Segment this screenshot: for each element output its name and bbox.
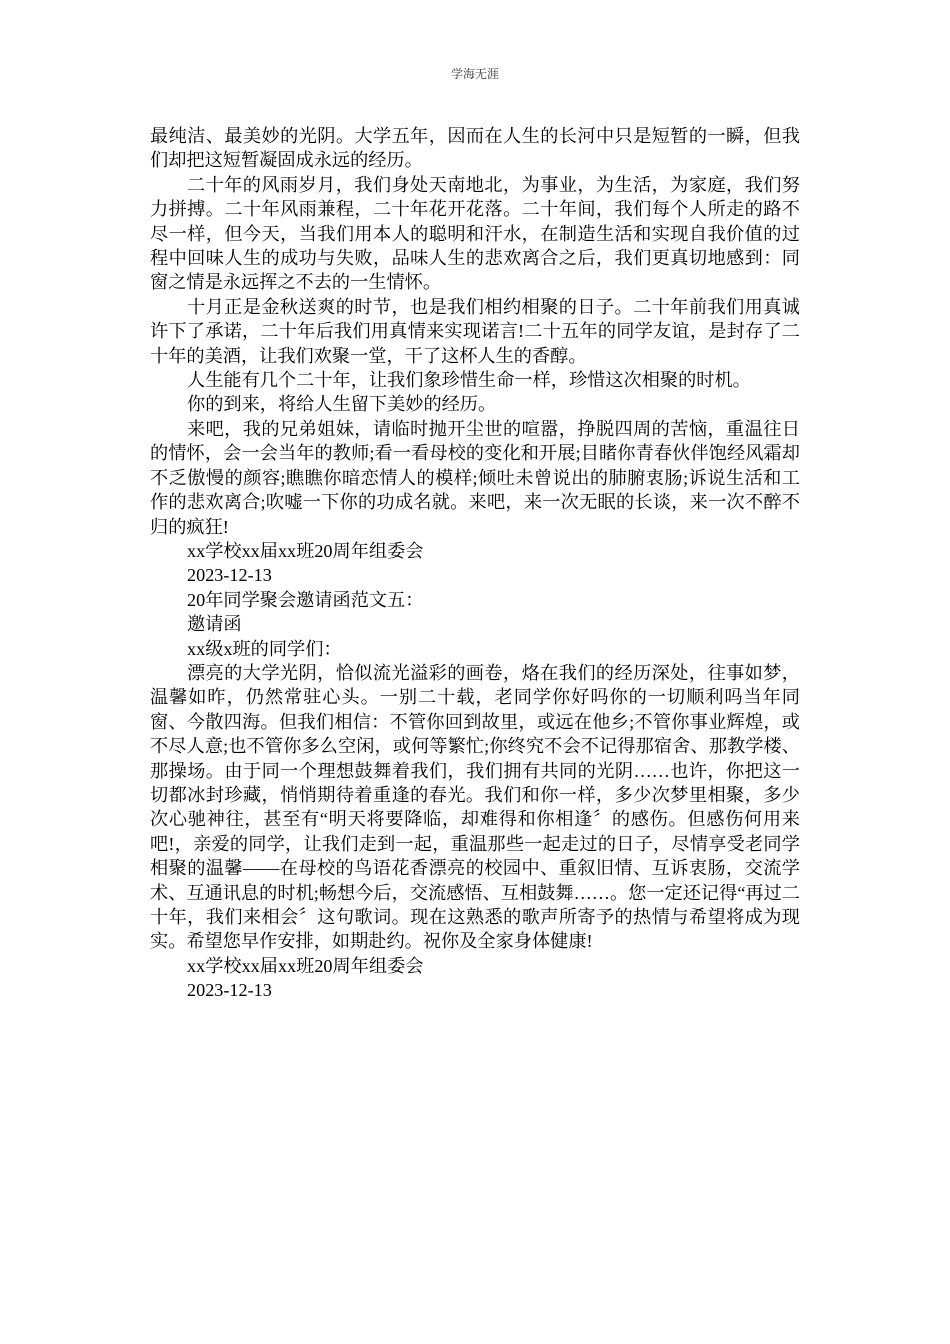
paragraph-your-arrival: 你的到来，将给人生留下美妙的经历。 <box>187 394 497 415</box>
letter-title: 邀请函 <box>187 614 242 635</box>
signature-date: 2023-12-13 <box>187 565 272 586</box>
letter-salutation: xx级x班的同学们： <box>187 638 342 659</box>
paragraph-twenty-years: 二十年的风雨岁月，我们身处天南地北，为事业，为生活，为家庭，我们努力拼搏。二十年风雨兼程，二十年花开花落。二十年间，我们每个人所走的路不尽一样，但今天，当我们用本人的聪明和汗水，在制造生活和实现自我价值的过程中回味人生的成功与失败，品味人生的悲欢离合之后，我们更真切地感到：同窗之情是永远挥之不去的一生情怀。 <box>150 174 800 293</box>
paragraph-cherish: 人生能有几个二十年，让我们象珍惜生命一样，珍惜这次相聚的时机。 <box>187 370 751 391</box>
signature-committee: xx学校xx届xx班20周年组委会 <box>187 540 424 561</box>
paragraph-come-siblings: 来吧，我的兄弟姐妹，请临时抛开尘世的喧嚣，挣脱四周的苦恼，重温往日的情怀，会一会当年的教师;看一看母校的变化和开展;目睹你青春伙伴饱经风霜却不乏傲慢的颜容;瞧瞧你暗恋情人的模样;倾吐未曾说出的肺腑衷肠;诉说生活和工作的悲欢离合;吹嘘一下你的功成名就。来吧，来一次无眠的长谈，来一次不醉不归的疯狂! <box>150 418 800 537</box>
document-body <box>150 124 800 1003</box>
signature-date-2: 2023-12-13 <box>187 980 272 1001</box>
signature-committee-2: xx学校xx届xx班20周年组委会 <box>187 955 424 976</box>
paragraph-continuation: 最纯洁、最美妙的光阴。大学五年，因而在人生的长河中只是短暂的一瞬，但我们却把这短暂凝固成永远的经历。 <box>150 126 800 171</box>
page-header: 学海无涯 <box>450 67 499 81</box>
section-heading: 20年同学聚会邀请函范文五： <box>187 589 424 610</box>
paragraph-october: 十月正是金秋送爽的时节，也是我们相约相聚的日子。二十年前我们用真诚许下了承诺，二十年后我们用真情来实现诺言!二十五年的同学友谊，是封存了二十年的美酒，让我们欢聚一堂，干了这杯人生的香醇。 <box>150 296 800 366</box>
paragraph-university-days: 漂亮的大学光阴，恰似流光溢彩的画卷，烙在我们的经历深处，往事如梦，温馨如昨，仍然常驻心头。一别二十载，老同学你好吗你的一切顺利吗当年同窗、今散四海。但我们相信：不管你回到故里，或远在他乡;不管你事业辉煌，或不尽人意;也不管你多么空闲，或何等繁忙;你终究不会不记得那宿舍、那教学楼、那操场。由于同一个理想鼓舞着我们，我们拥有共同的光阴……也许，你把这一切都冰封珍藏，悄悄期待着重逢的春光。我们和你一样，多少次梦里相聚，多少次心驰神往，甚至有“明天将要降临，却难得和你相逢〞的感伤。但感伤何用来吧!，亲爱的同学，让我们走到一起，重温那些一起走过的日子，尽情享受老同学相聚的温馨——在母校的鸟语花香漂亮的校园中、重叙旧情、互诉衷肠，交流学术、互通讯息的时机;畅想今后，交流感悟、互相鼓舞……。您一定还记得“再过二十年，我们来相会〞这句歌词。现在这熟悉的歌声所寄予的热情与希望将成为现实。希望您早作安排，如期赴约。祝你及全家身体健康! <box>150 662 800 952</box>
